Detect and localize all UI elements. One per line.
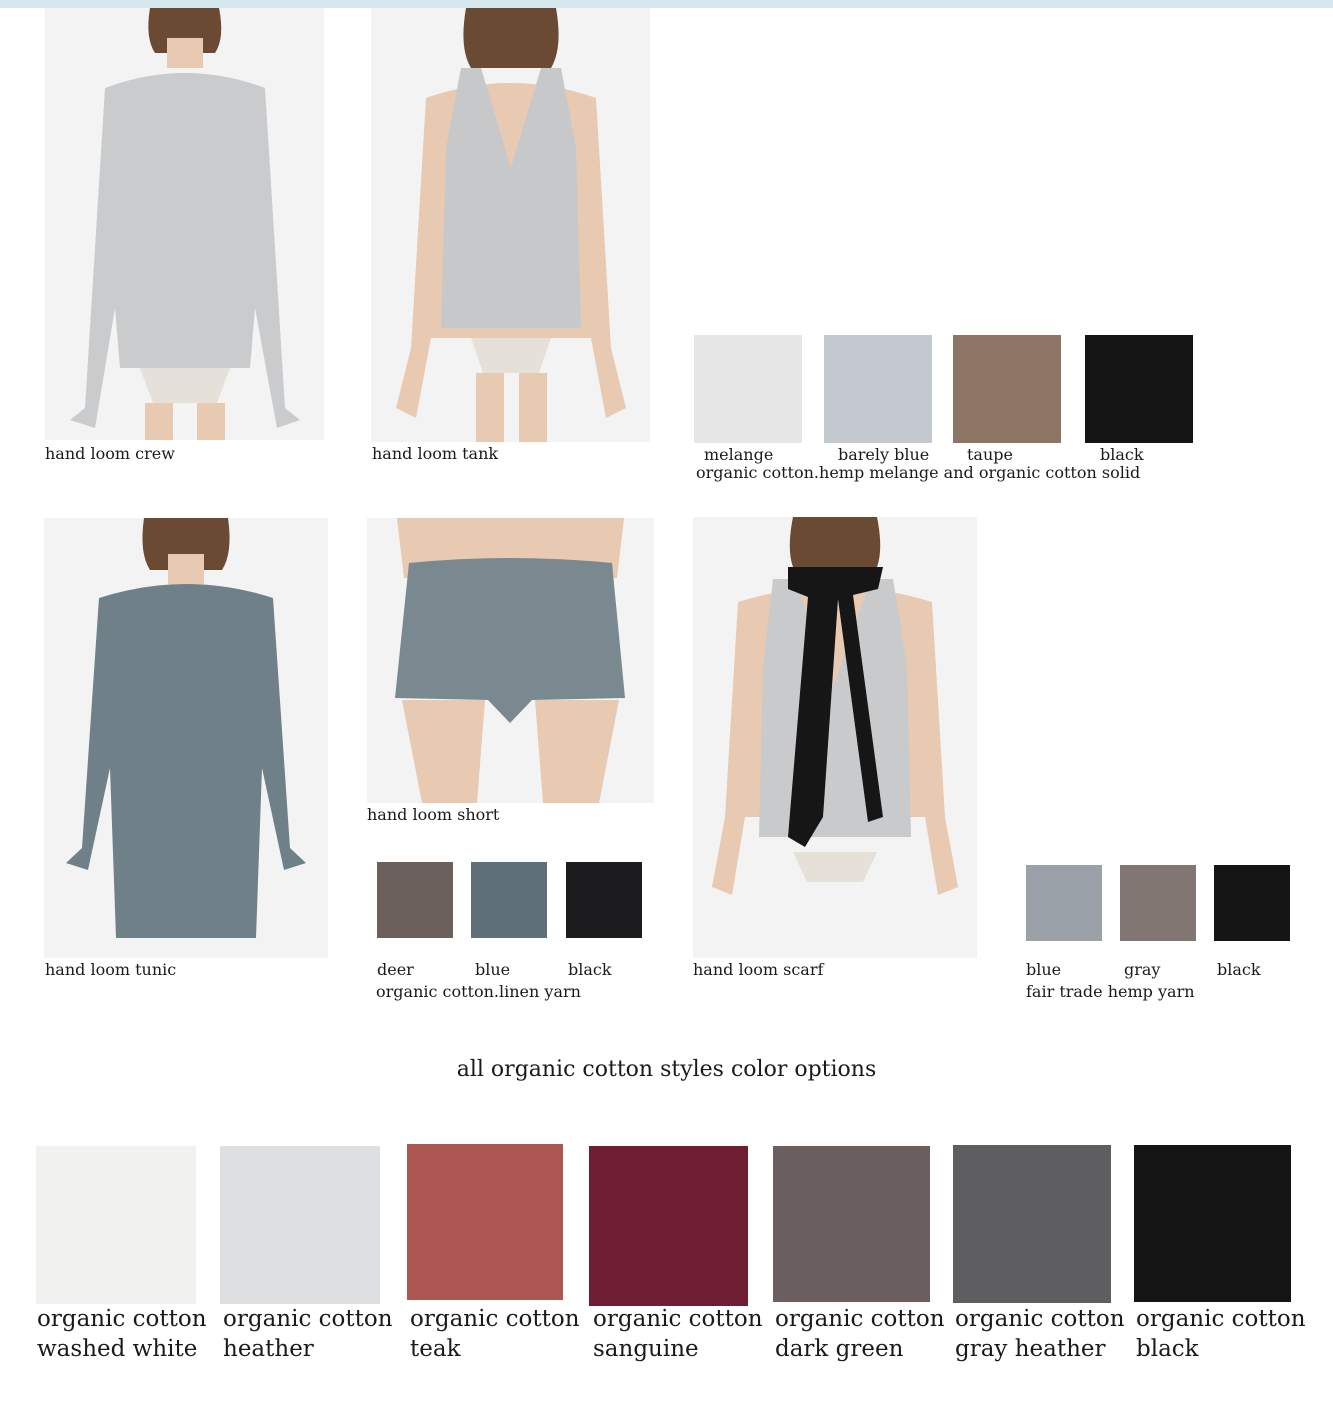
color-option-line2: gray heather bbox=[955, 1336, 1106, 1362]
swatch-label: deer bbox=[377, 960, 414, 979]
color-option-label bbox=[223, 1304, 393, 1364]
color-option-label bbox=[410, 1304, 580, 1364]
yarn-swatch-barely-blue[interactable] bbox=[824, 335, 932, 443]
color-option-line1: organic cotton bbox=[223, 1306, 393, 1332]
swatch-label: gray bbox=[1124, 960, 1161, 979]
yarn-swatch-melange[interactable] bbox=[694, 335, 802, 443]
product-photo-hand-loom-scarf[interactable] bbox=[693, 517, 977, 958]
color-option-line2: washed white bbox=[37, 1336, 198, 1362]
product-caption[interactable]: hand loom scarf bbox=[693, 960, 824, 979]
yarn-swatch-deer[interactable] bbox=[377, 862, 453, 938]
swatch-label: black bbox=[568, 960, 612, 979]
top-accent-bar bbox=[0, 0, 1333, 8]
product-photo-hand-loom-tank[interactable] bbox=[371, 8, 650, 442]
yarn-swatch-black[interactable] bbox=[1214, 865, 1290, 941]
swatch-label: taupe bbox=[967, 445, 1013, 464]
product-caption[interactable]: hand loom crew bbox=[45, 444, 175, 463]
yarn-swatch-gray[interactable] bbox=[1120, 865, 1196, 941]
color-option-label bbox=[593, 1304, 763, 1364]
color-option-label bbox=[37, 1304, 207, 1364]
swatch-label: barely blue bbox=[838, 445, 930, 464]
yarn-swatch-blue[interactable] bbox=[471, 862, 547, 938]
color-option-line2: black bbox=[1136, 1336, 1199, 1362]
swatch-label: blue bbox=[475, 960, 511, 979]
product-caption[interactable]: hand loom short bbox=[367, 805, 500, 824]
color-option-label bbox=[955, 1304, 1125, 1364]
yarn-description: organic cotton.hemp melange and organic cotton solid bbox=[696, 463, 1141, 482]
color-option-line2: heather bbox=[223, 1336, 314, 1362]
swatch-label: melange bbox=[704, 445, 774, 464]
color-option-line1: organic cotton bbox=[37, 1306, 207, 1332]
color-option-line1: organic cotton bbox=[593, 1306, 763, 1332]
color-swatch-sanguine[interactable] bbox=[589, 1146, 748, 1306]
product-photo-hand-loom-crew[interactable] bbox=[45, 8, 324, 440]
color-swatch-gray-heather[interactable] bbox=[953, 1145, 1111, 1303]
color-option-label bbox=[1136, 1304, 1306, 1364]
yarn-swatch-black[interactable] bbox=[566, 862, 642, 938]
color-option-line2: teak bbox=[410, 1336, 461, 1362]
color-option-line1: organic cotton bbox=[775, 1306, 945, 1332]
yarn-description: fair trade hemp yarn bbox=[1026, 982, 1195, 1001]
color-swatch-heather[interactable] bbox=[220, 1146, 380, 1304]
product-photo-hand-loom-tunic[interactable] bbox=[44, 518, 328, 958]
product-caption[interactable]: hand loom tunic bbox=[45, 960, 177, 979]
color-option-line2: sanguine bbox=[593, 1336, 699, 1362]
shorts-shape bbox=[395, 558, 625, 723]
color-option-label bbox=[775, 1304, 945, 1364]
swatch-label: black bbox=[1217, 960, 1261, 979]
color-option-line2: dark green bbox=[775, 1336, 904, 1362]
color-swatch-dark-green[interactable] bbox=[773, 1146, 930, 1302]
product-photo-hand-loom-short[interactable] bbox=[367, 518, 654, 803]
color-option-line1: organic cotton bbox=[1136, 1306, 1306, 1332]
color-swatch-washed-white[interactable] bbox=[36, 1146, 196, 1304]
color-swatch-black[interactable] bbox=[1134, 1145, 1291, 1302]
yarn-swatch-blue[interactable] bbox=[1026, 865, 1102, 941]
swatch-label: black bbox=[1100, 445, 1144, 464]
swatch-label: blue bbox=[1026, 960, 1062, 979]
color-options-heading: all organic cotton styles color options bbox=[456, 1057, 877, 1082]
color-option-line1: organic cotton bbox=[955, 1306, 1125, 1332]
yarn-swatch-black[interactable] bbox=[1085, 335, 1193, 443]
yarn-description: organic cotton.linen yarn bbox=[376, 982, 581, 1001]
product-caption[interactable]: hand loom tank bbox=[372, 444, 499, 463]
color-option-line1: organic cotton bbox=[410, 1306, 580, 1332]
color-swatch-teak[interactable] bbox=[407, 1144, 563, 1300]
yarn-swatch-taupe[interactable] bbox=[953, 335, 1061, 443]
